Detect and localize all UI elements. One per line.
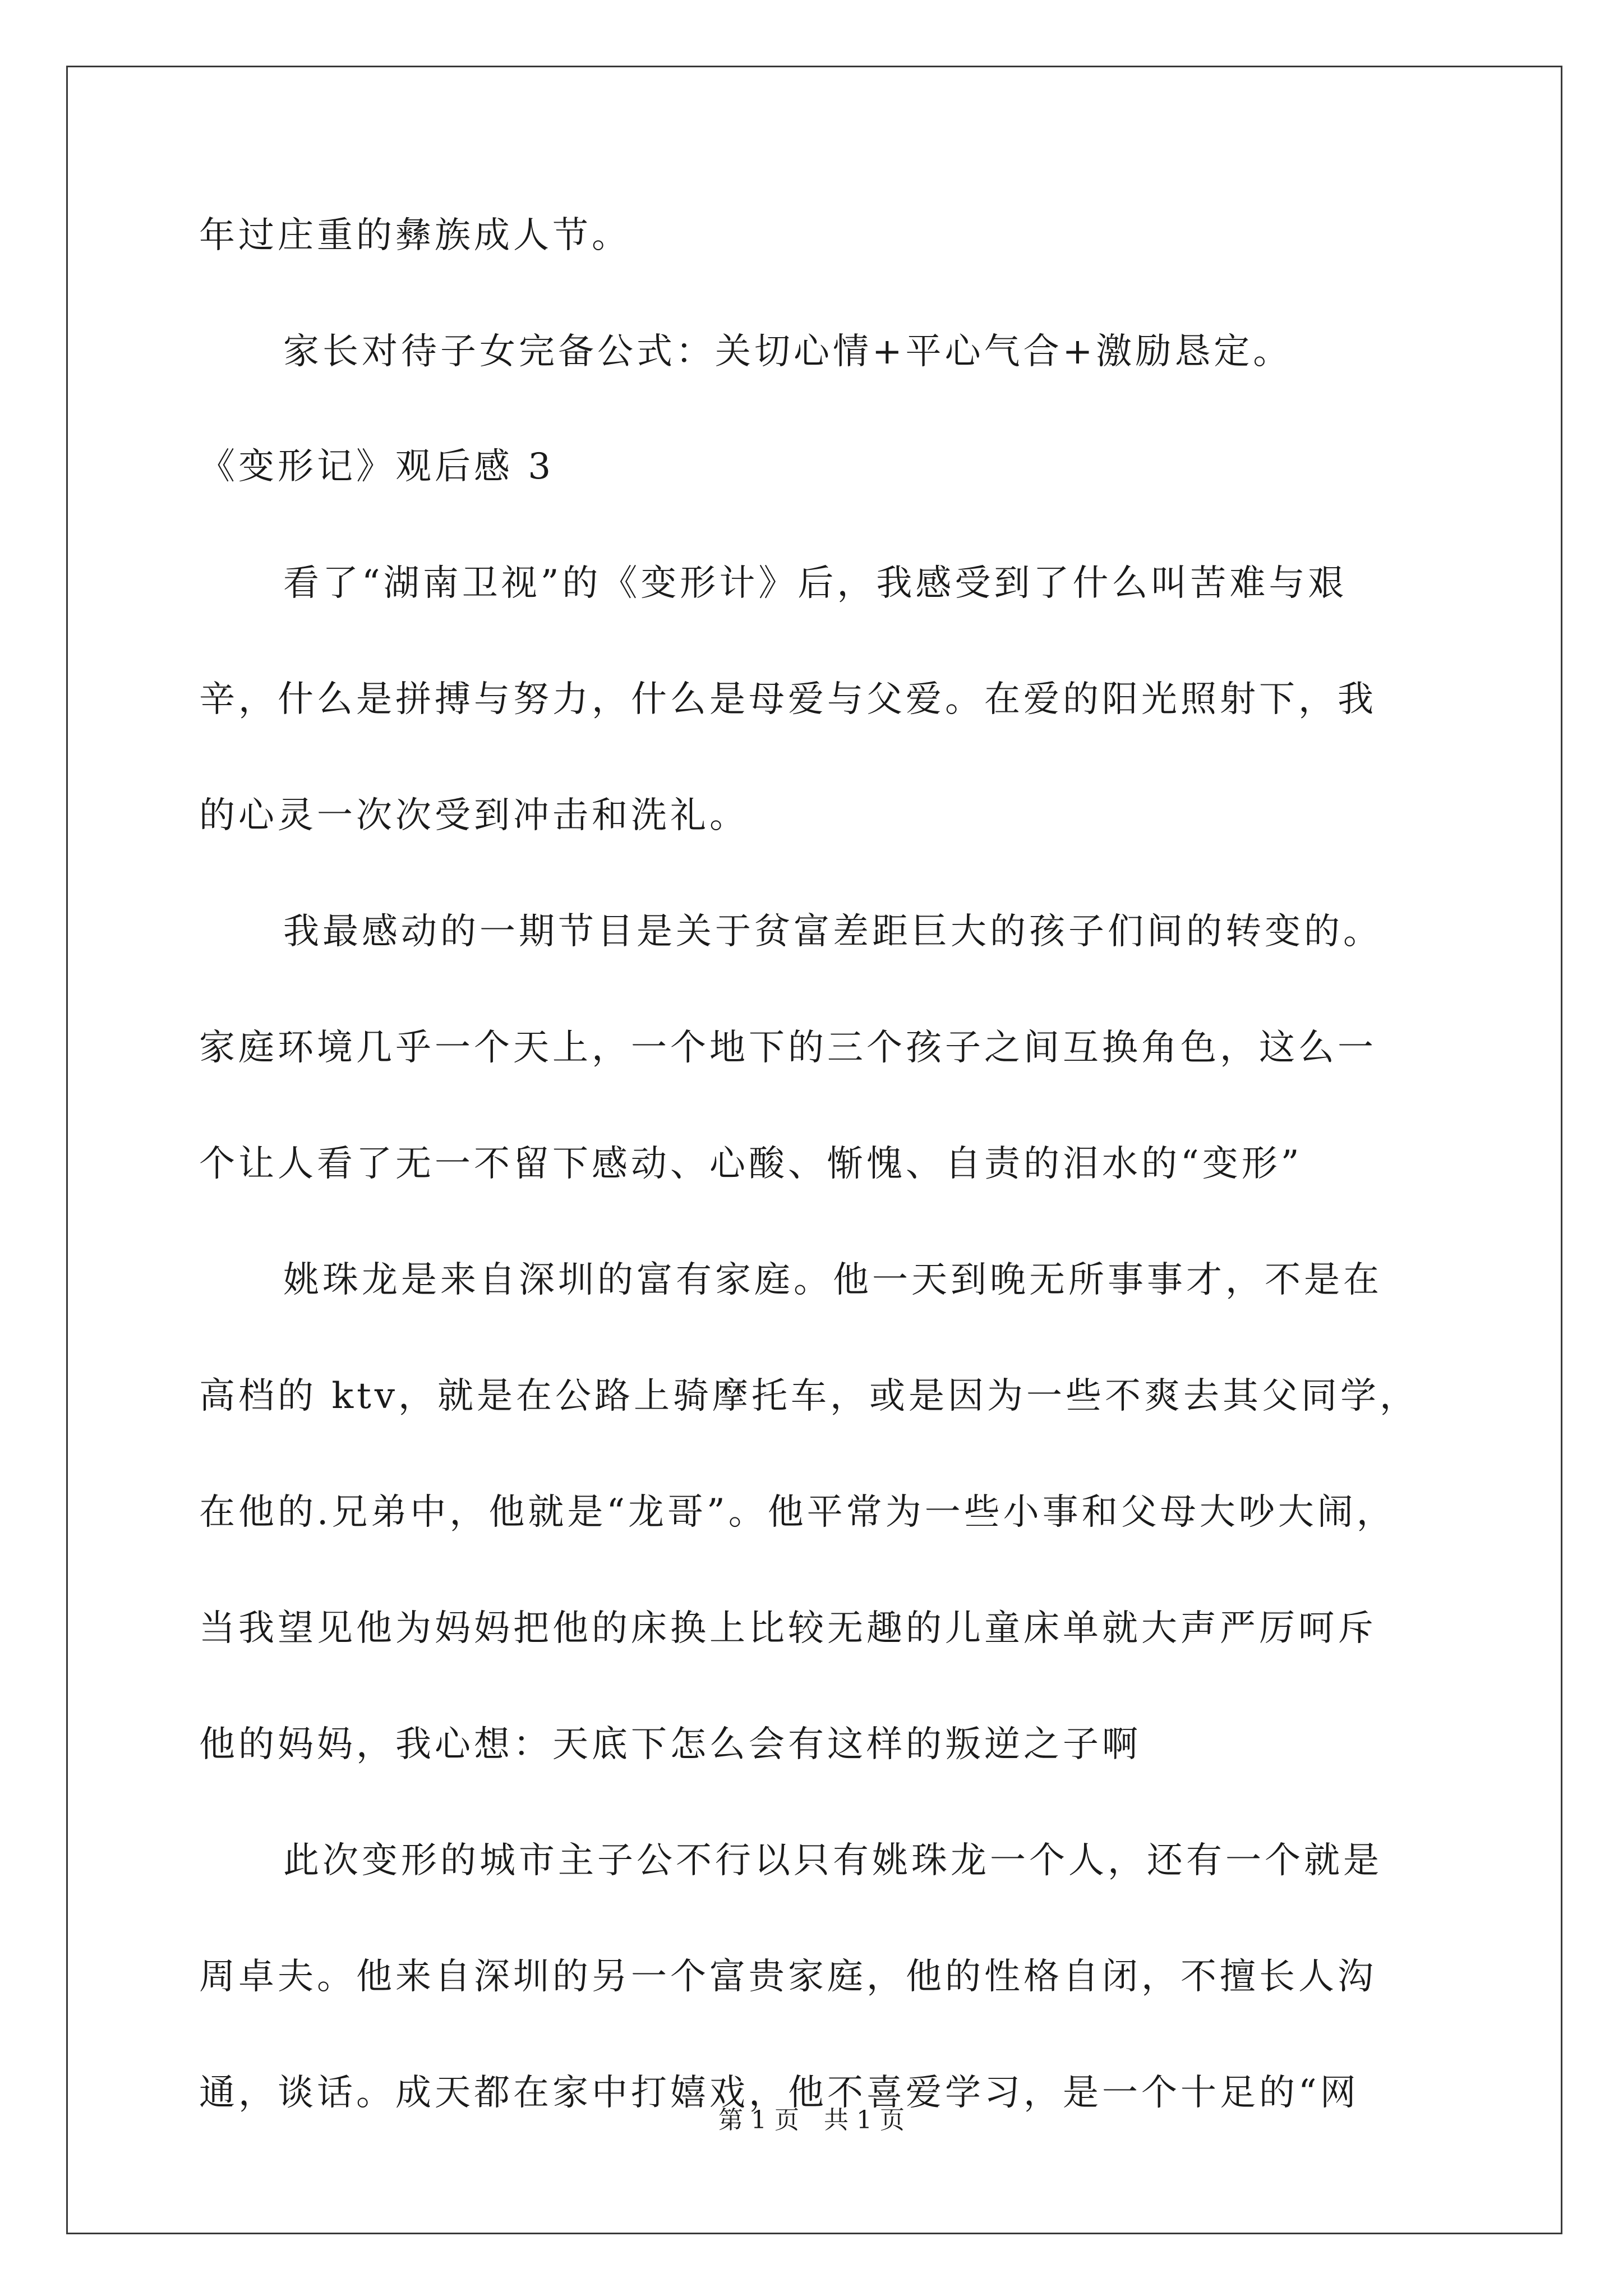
text-line: 他的妈妈，我心想：天底下怎么会有这样的叛逆之子啊 [199, 1724, 1141, 1765]
text-line: 个让人看了无一不留下感动、心酸、惭愧、自责的泪水的“变形” [199, 1143, 1303, 1185]
text-line: 通，谈话。成天都在家中打嬉戏，他不喜爱学习，是一个十足的“网 [199, 2072, 1359, 2114]
text-line: 的心灵一次次受到冲击和洗礼。 [199, 795, 749, 836]
text-line: 看了“湖南卫视”的《变形计》后，我感受到了什么叫苦难与艰 [283, 563, 1348, 604]
text-line: 年过庄重的彝族成人节。 [199, 215, 631, 256]
text-line: 姚珠龙是来自深圳的富有家庭。他一天到晚无所事事才，不是在 [283, 1259, 1382, 1301]
text-line: 我最感动的一期节目是关于贫富差距巨大的孩子们间的转变的。 [283, 911, 1382, 953]
section-heading: 《变形记》观后感 3 [199, 446, 555, 487]
text-line: 此次变形的城市主子公不行以只有姚珠龙一个人，还有一个就是 [283, 1840, 1382, 1881]
text-line: 高档的 ktv，就是在公路上骑摩托车，或是因为一些不爽去其父同学， [199, 1375, 1419, 1417]
text-line: 当我望见他为妈妈把他的床换上比较无趣的儿童床单就大声严厉呵斥 [199, 1608, 1377, 1649]
text-line: 在他的.兄弟中，他就是“龙哥”。他平常为一些小事和父母大吵大闹， [199, 1492, 1396, 1533]
text-line: 辛，什么是拼搏与努力，什么是母爱与父爱。在爱的阳光照射下，我 [199, 679, 1377, 720]
text-line: 家庭环境几乎一个天上，一个地下的三个孩子之间互换角色，这么一 [199, 1027, 1377, 1069]
text-line: 家长对待子女完备公式：关切心情+平心气合+激励恳定。 [283, 331, 1293, 372]
page-footer: 第 1 页 共 1 页 [718, 2106, 905, 2134]
text-line: 周卓夫。他来自深圳的另一个富贵家庭，他的性格自闭，不擅长人沟 [199, 1956, 1377, 1998]
